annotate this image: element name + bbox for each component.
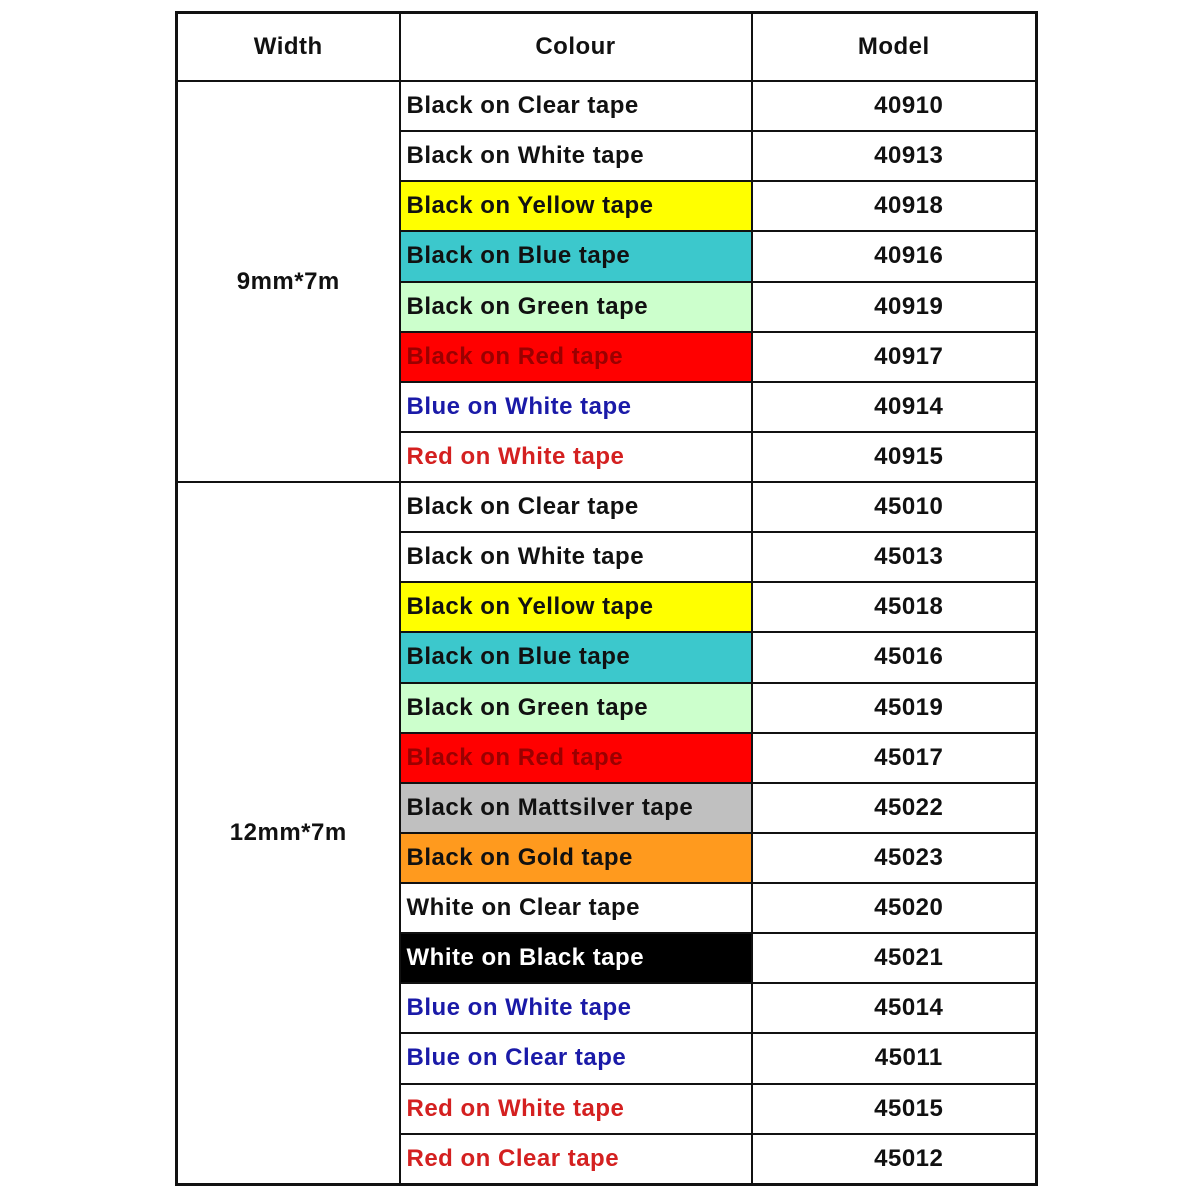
tape-model-table <box>175 11 1038 1186</box>
colour-cell: Black on Gold tape <box>400 833 752 883</box>
colour-cell: Black on Red tape <box>400 733 752 783</box>
model-cell: 45018 <box>752 582 1037 632</box>
width-cell: 12mm*7m <box>177 482 400 1185</box>
colour-cell: Red on White tape <box>400 432 752 482</box>
colour-cell: Red on Clear tape <box>400 1134 752 1185</box>
model-cell: 45014 <box>752 983 1037 1033</box>
model-cell: 45020 <box>752 883 1037 933</box>
width-cell: 9mm*7m <box>177 81 400 482</box>
model-cell: 45012 <box>752 1134 1037 1185</box>
colour-cell: Black on Blue tape <box>400 231 752 281</box>
model-cell: 45023 <box>752 833 1037 883</box>
model-cell: 40916 <box>752 231 1037 281</box>
table-body <box>177 81 1037 1185</box>
colour-cell: Black on Clear tape <box>400 81 752 131</box>
model-cell: 45019 <box>752 683 1037 733</box>
model-cell: 40910 <box>752 81 1037 131</box>
colour-cell: White on Clear tape <box>400 883 752 933</box>
model-cell: 40919 <box>752 282 1037 332</box>
colour-cell: Black on White tape <box>400 532 752 582</box>
table-row <box>177 81 1037 131</box>
model-cell: 40913 <box>752 131 1037 181</box>
colour-cell: Blue on White tape <box>400 382 752 432</box>
colour-cell: Black on Mattsilver tape <box>400 783 752 833</box>
model-cell: 45022 <box>752 783 1037 833</box>
model-cell: 45021 <box>752 933 1037 983</box>
model-cell: 45017 <box>752 733 1037 783</box>
model-cell: 45013 <box>752 532 1037 582</box>
table-row <box>177 482 1037 532</box>
model-cell: 40918 <box>752 181 1037 231</box>
colour-cell: Blue on White tape <box>400 983 752 1033</box>
model-cell: 45015 <box>752 1084 1037 1134</box>
model-cell: 40915 <box>752 432 1037 482</box>
colour-cell: Black on Yellow tape <box>400 181 752 231</box>
header-row <box>177 13 1037 82</box>
colour-cell: Black on Yellow tape <box>400 582 752 632</box>
colour-cell: Black on Blue tape <box>400 632 752 682</box>
header-width: Width <box>177 13 400 82</box>
model-cell: 45016 <box>752 632 1037 682</box>
model-cell: 45011 <box>752 1033 1037 1083</box>
model-cell: 40914 <box>752 382 1037 432</box>
header-colour: Colour <box>400 13 752 82</box>
colour-cell: Black on Clear tape <box>400 482 752 532</box>
colour-cell: White on Black tape <box>400 933 752 983</box>
colour-cell: Black on Green tape <box>400 282 752 332</box>
colour-cell: Red on White tape <box>400 1084 752 1134</box>
colour-cell: Black on White tape <box>400 131 752 181</box>
model-cell: 45010 <box>752 482 1037 532</box>
colour-cell: Blue on Clear tape <box>400 1033 752 1083</box>
colour-cell: Black on Red tape <box>400 332 752 382</box>
header-model: Model <box>752 13 1037 82</box>
colour-cell: Black on Green tape <box>400 683 752 733</box>
model-cell: 40917 <box>752 332 1037 382</box>
